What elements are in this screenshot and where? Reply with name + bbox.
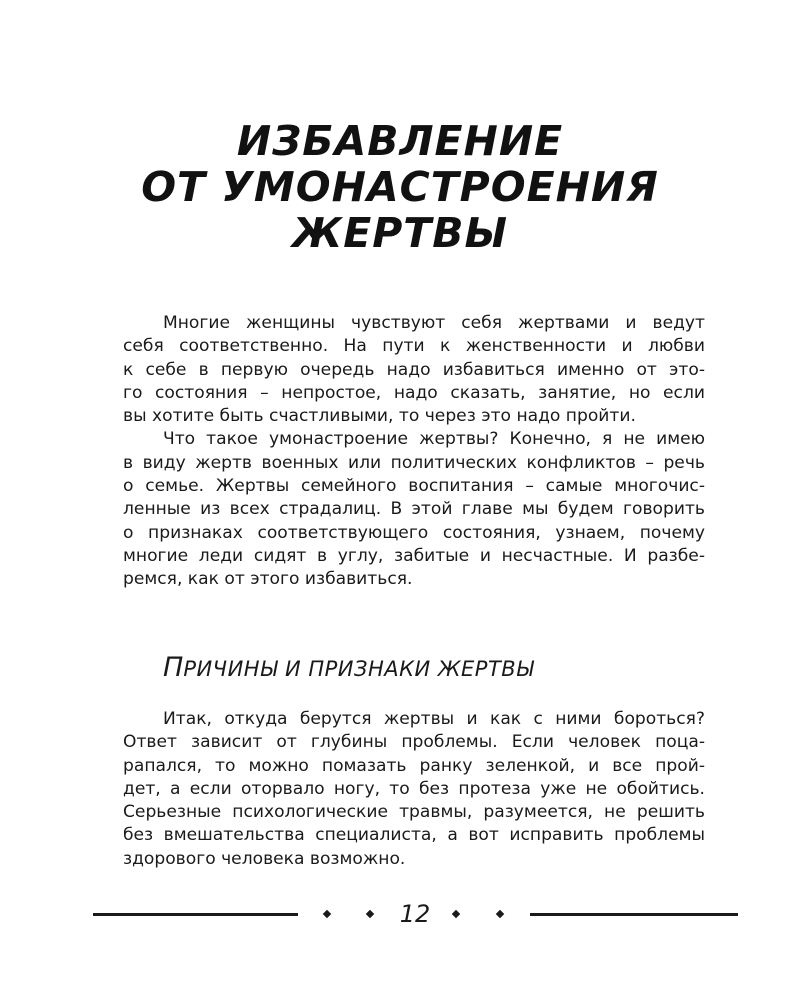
page-number: 12	[399, 900, 431, 928]
text-line: здорового человека возможно.	[123, 848, 406, 869]
intro-text	[123, 312, 705, 592]
chapter-title-line: ЖЕРТВЫ	[292, 209, 508, 257]
text-line: о семье. Жертвы семейного воспитания – самые многочис-	[123, 476, 705, 497]
section-heading	[163, 651, 534, 686]
text-line: вы хотите быть счастливыми, то через это надо пройти.	[123, 406, 636, 427]
text-line: в виду жертв военных или политических конфликтов – речь	[123, 452, 705, 473]
chapter-title	[0, 118, 800, 256]
text-line: без вмешательства специалиста, а вот исправить проблемы	[123, 825, 705, 846]
page-footer	[93, 898, 738, 930]
text-line: к себе в первую очередь надо избавиться именно от это-	[123, 359, 705, 380]
chapter-title-line: ИЗБАВЛЕНИЕ	[236, 117, 564, 165]
section-text	[123, 708, 705, 871]
text-line: ленные из всех страдалиц. В этой главе мы будем говорить	[123, 499, 705, 520]
section-heading-rest: РИЧИНЫ И ПРИЗНАКИ ЖЕРТВЫ	[183, 657, 534, 681]
text-line: Серьезные психологические травмы, разумеется, не решить	[123, 802, 705, 823]
chapter-title-line: ОТ УМОНАСТРОЕНИЯ	[141, 163, 659, 211]
text-line: рапался, то можно помазать ранку зеленкой, и все прой-	[123, 755, 705, 776]
text-line: многие леди сидят в углу, забитые и несчастные. И разбе-	[123, 545, 705, 566]
text-line: дет, а если оторвало ногу, то без протеза уже не обойтись.	[123, 778, 705, 799]
footer-rule-right	[530, 913, 738, 916]
text-line: ремся, как от этого избавиться.	[123, 569, 413, 590]
section-heading-initial: П	[163, 652, 184, 683]
text-line: го состояния – непростое, надо сказать, занятие, но если	[123, 382, 705, 403]
text-line: себя соответственно. На пути к женственности и любви	[123, 336, 705, 357]
text-line: Итак, откуда берутся жертвы и как с ними бороться?	[163, 709, 705, 729]
diamond-icon	[452, 910, 460, 918]
text-line: Ответ зависит от глубины проблемы. Если человек поца-	[123, 732, 705, 753]
text-line: о признаках соответствующего состояния, узнаем, почему	[123, 522, 705, 543]
diamond-icon	[323, 910, 331, 918]
footer-rule-left	[93, 913, 298, 916]
text-line: Многие женщины чувствуют себя жертвами и ведут	[163, 313, 705, 333]
diamond-icon	[496, 910, 504, 918]
text-line: Что такое умонастроение жертвы? Конечно, я не имею	[163, 429, 705, 450]
diamond-icon	[366, 910, 374, 918]
